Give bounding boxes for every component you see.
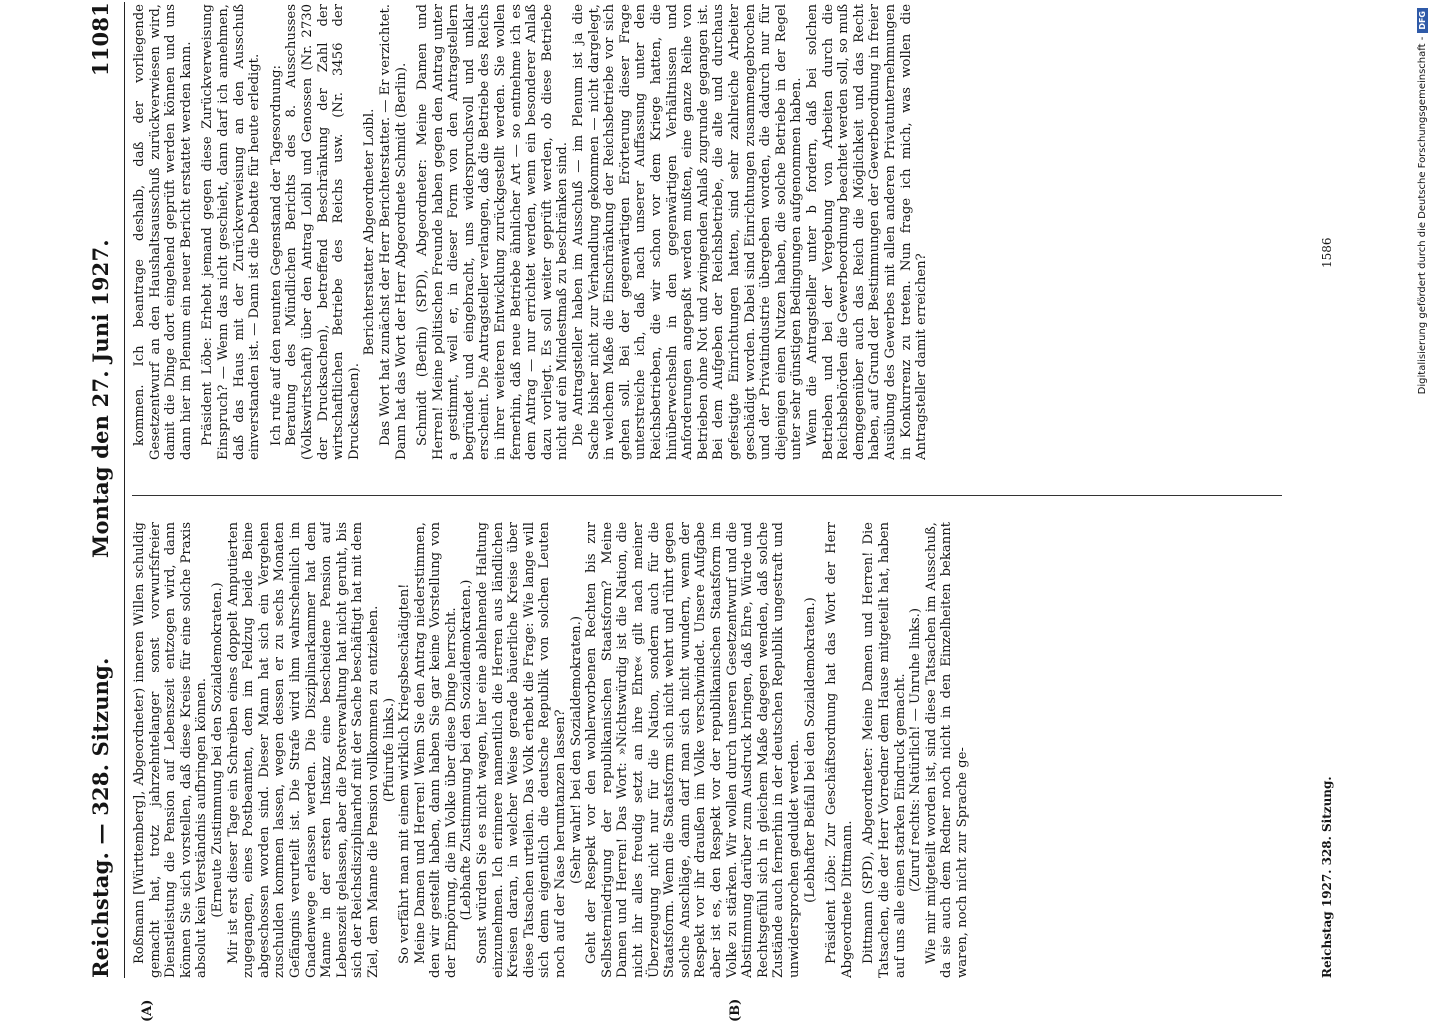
- column-divider: [132, 495, 1282, 496]
- paragraph: Mir ist erst dieser Tage ein Schreiben eines doppelt Amputierten zugegangen, eines Postbeamten, dem im Feldzug beide Beine abgeschossen worden sind. Dieser Mann hat sich ein Vergehen zuschulden kommen lassen, wegen dessen er zu sechs Monaten Gefängnis verurteilt ist. Die Strafe wird ihm wahrscheinlich im Gnadenwege erlassen werden. Die Disziplinarkammer hat dem Manne in der ersten Instanz eine bescheidene Pension auf Lebenszeit gelassen, aber die Postverwaltung hat nicht geruht, bis sich der Reichsdisziplinarhof mit der Sache beschäftigt hat mit dem Ziel, dem Manne die Pension vollkommen zu entziehen.: [225, 522, 381, 978]
- speaker-paragraph: Dittmann (SPD), Abgeordneter: Meine Damen und Herren! Die Tatsachen, die der Herr Vorredner dem Hause mitgeteilt hat, haben auf uns alle einen starken Eindruck gemacht.: [861, 522, 908, 978]
- column-number: 11081: [88, 2, 113, 77]
- paragraph: Meine Damen und Herren! Wenn Sie den Antrag niederstimmen, den wir gestellt haben, dann haben Sie gar keine Vorstellung von der Empörung, die im Volke über diese Dinge herrscht.: [412, 522, 459, 978]
- speaker-paragraph: Präsident Löbe: Zur Geschäftsordnung hat das Wort der Herr Abgeordnete Dittmann.: [824, 522, 855, 978]
- side-credit-strip: [1410, 0, 1434, 1000]
- margin-marker-b: (B): [728, 998, 743, 1022]
- digitization-credit: Digitalisierung gefördert durch die Deutsche Forschungsgemeinschaft -: [1416, 36, 1428, 395]
- interjection: (Erneute Zustimmung bei den Sozialdemokraten.): [209, 582, 225, 918]
- speaker-paragraph: Präsident Löbe: Erhebt jemand gegen diese Zurückverweisung Einspruch? — Wenn das nicht geschieht, dann darf ich annehmen, daß das Haus mit der Zurückverweisung an den Ausschuß einverstanden ist. — Dann ist die Debatte für heute erledigt.: [200, 4, 263, 460]
- margin-marker-a: (A): [140, 999, 155, 1022]
- page-number: 1586: [1320, 237, 1334, 268]
- paragraph: Geht der Respekt vor den wohlerworbenen Rechten bis zur Selbsterniedrigung der republikanischen Staatsform? Meine Damen und Herren! Das Wort: »Nichtswürdig ist die Nation, die nicht ihr alles freudig setzt an ihre Ehre« gilt nach meiner Überzeugung nicht nur für die Nation, sondern auch für die Staatsform. Wenn die Staatsform sich nicht wehrt und rührt gegen solche Anschläge, dann darf man sich nicht wundern, wenn der Respekt vor ihr draußen im Volke verschwindet. Unsere Aufgabe aber ist es, den Respekt vor der republikanischen Staatsform im Volke zu stärken. Wir wollen durch unseren Gesetzentwurf und die Abstimmung darüber zum Ausdruck bringen, daß Ehre, Würde und Rechtsgefühl sich in gleichem Maße dagegen wenden, daß solche Zustände auch fernerhin in der deutschen Republik ungestraft und unwidersprochen geduldet werden.: [584, 522, 802, 978]
- speaker-paragraph: Schmidt (Berlin) (SPD), Abgeordneter: Meine Damen und Herren! Meine politischen Freunde haben gegen den Antrag unter a gestimmt, weil er, in dieser Form von den Antragstellern begründet und eingebracht, uns widerspruchsvoll und unklar erscheint. Die Antragsteller verlangen, daß die Betriebe des Reichs in ihrer weiteren Entwicklung zurückgestellt werden. Sie wollen fernerhin, daß neue Betriebe ähnlicher Art — so entnehme ich es dem Antrag — nur errichtet werden, wenn ein besonderer Anlaß dazu vorliegt. Es soll weiter geprüft werden, ob diese Betriebe nicht auf ein Mindestmaß zu beschränken sind.: [415, 4, 571, 460]
- paragraph: So verfährt man mit einem wirklich Kriegsbeschädigten!: [397, 583, 413, 964]
- page-footer: Reichstag 1927. 328. Sitzung.: [1320, 776, 1334, 978]
- interjection: (Lebhafte Zustimmung bei den Sozialdemokraten.): [459, 579, 475, 921]
- interjection: (Zuruf rechts: Natürlich! — Unruhe links.): [908, 608, 924, 892]
- paragraph: Roßmann [Württemberg], Abgeordneter) inneren Willen schuldig gemacht hat, trotz jahrzehntelanger sonst vorwurfsfreier Dienstleistung die Pension auf Lebenszeit entzogen wird, dann können Sie sich vorstellen, daß diese Kreise für eine solche Praxis absolut kein Verständnis aufbringen können.: [132, 522, 210, 978]
- paragraph: Das Wort hat zunächst der Herr Berichterstatter. — Er verzichtet. Dann hat das Wort der Herr Abgeordnete Schmidt (Berlin).: [377, 4, 409, 460]
- interjection: (Sehr wahr! bei den Sozialdemokraten.): [568, 616, 584, 884]
- running-header-session: Reichstag. — 328. Sitzung.: [88, 657, 113, 978]
- rapporteur-line: Berichterstatter Abgeordneter Loibl.: [362, 108, 378, 356]
- interjection: (Lebhafter Beifall bei den Sozialdemokraten.): [802, 597, 818, 903]
- dfg-logo: DFG: [1417, 8, 1428, 33]
- right-column: [132, 4, 1312, 460]
- interjection: (Pfuirufe links.): [381, 697, 397, 803]
- paragraph: Die Antragsteller haben im Ausschuß — im Plenum ist ja die Sache bisher nicht zur Verhandlung gekommen — nicht dargelegt, in welchem Maße die Einschränkung der Reichsbetriebe vor sich gehen soll. Bei der gegenwärtigen Erörterung dieser Frage unterstreiche ich, daß nach unserer Auffassung unter den Reichsbetrieben, die wir schon vor dem Kriege hatten, die hinüberwechseln in den gegenwärtigen Verhältnissen und Anforderungen angepaßt werden mußten, eine ganze Reihe von Betrieben ohne Not und zwingenden Anlaß zugrunde gegangen ist. Bei dem Aufgeben der Reichsbetriebe, die alte und durchaus gefestigte Einrichtungen hatten, sind sehr zahlreiche Arbeiter geschädigt worden. Dabei sind Einrichtungen zusammengebrochen und der Privatindustrie übergeben worden, die dadurch nur für diejenigen einen Nutzen haben, die solche Betriebe in der Regel unter sehr günstigen Bedingungen aufgenommen haben.: [571, 4, 805, 460]
- paragraph: Sonst würden Sie es nicht wagen, hier eine ablehnende Haltung einzunehmen. Ich erinnere namentlich die Herren aus ländlichen Kreisen daran, in welcher Weise gerade bäuerliche Kreise über diese Tatsachen urteilen. Das Volk erhebt die Frage: Wie lange will sich denn eigentlich die deutsche Republik von solchen Leuten noch auf der Nase herumtanzen lassen?: [475, 522, 569, 978]
- scanned-page: [88, 0, 1363, 1022]
- paragraph: Ich rufe auf den neunten Gegenstand der Tagesordnung:: [268, 65, 284, 446]
- left-column: [132, 522, 1312, 978]
- header-rule: [124, 2, 125, 978]
- paragraph: kommen. Ich beantrage deshalb, daß der vorliegende Gesetzentwurf an den Haushaltsausschuß zurückverwiesen wird, damit die Dinge dort eingehend geprüft werden können und uns dann hier im Plenum ein neuer Bericht erstattet werden kann.: [132, 4, 194, 460]
- running-header-date: Montag den 27. Juni 1927.: [88, 239, 113, 558]
- agenda-item: Beratung des Mündlichen Berichts des 8. Ausschusses (Volkswirtschaft) über den Antrag Loibl und Genossen (Nr. 2730 der Drucksachen), betreffend Beschränkung der Zahl der wirtschaftlichen Betriebe des Reichs usw. (Nr. 3456 der Drucksachen).: [284, 4, 362, 460]
- paragraph: Wie mir mitgeteilt worden ist, sind diese Tatsachen im Ausschuß, da sie auch dem Redner noch nicht in den Einzelheiten bekannt waren, noch nicht zur Sprache ge-: [923, 522, 970, 978]
- paragraph: Wenn die Antragsteller unter b fordern, daß bei solchen Betrieben und bei der Vergebung von Arbeiten durch die Reichsbehörden die Gewerbeordnung beachtet werden soll, so muß demgegenüber auch das Reich die Möglichkeit und das Recht haben, auf Grund der Bestimmungen der Gewerbeordnung in freier Ausübung des Gewerbes mit allen anderen Privatunternehmungen in Konkurrenz zu treten. Nun frage ich mich, was wollen die Antragsteller damit erreichen?: [804, 4, 930, 460]
